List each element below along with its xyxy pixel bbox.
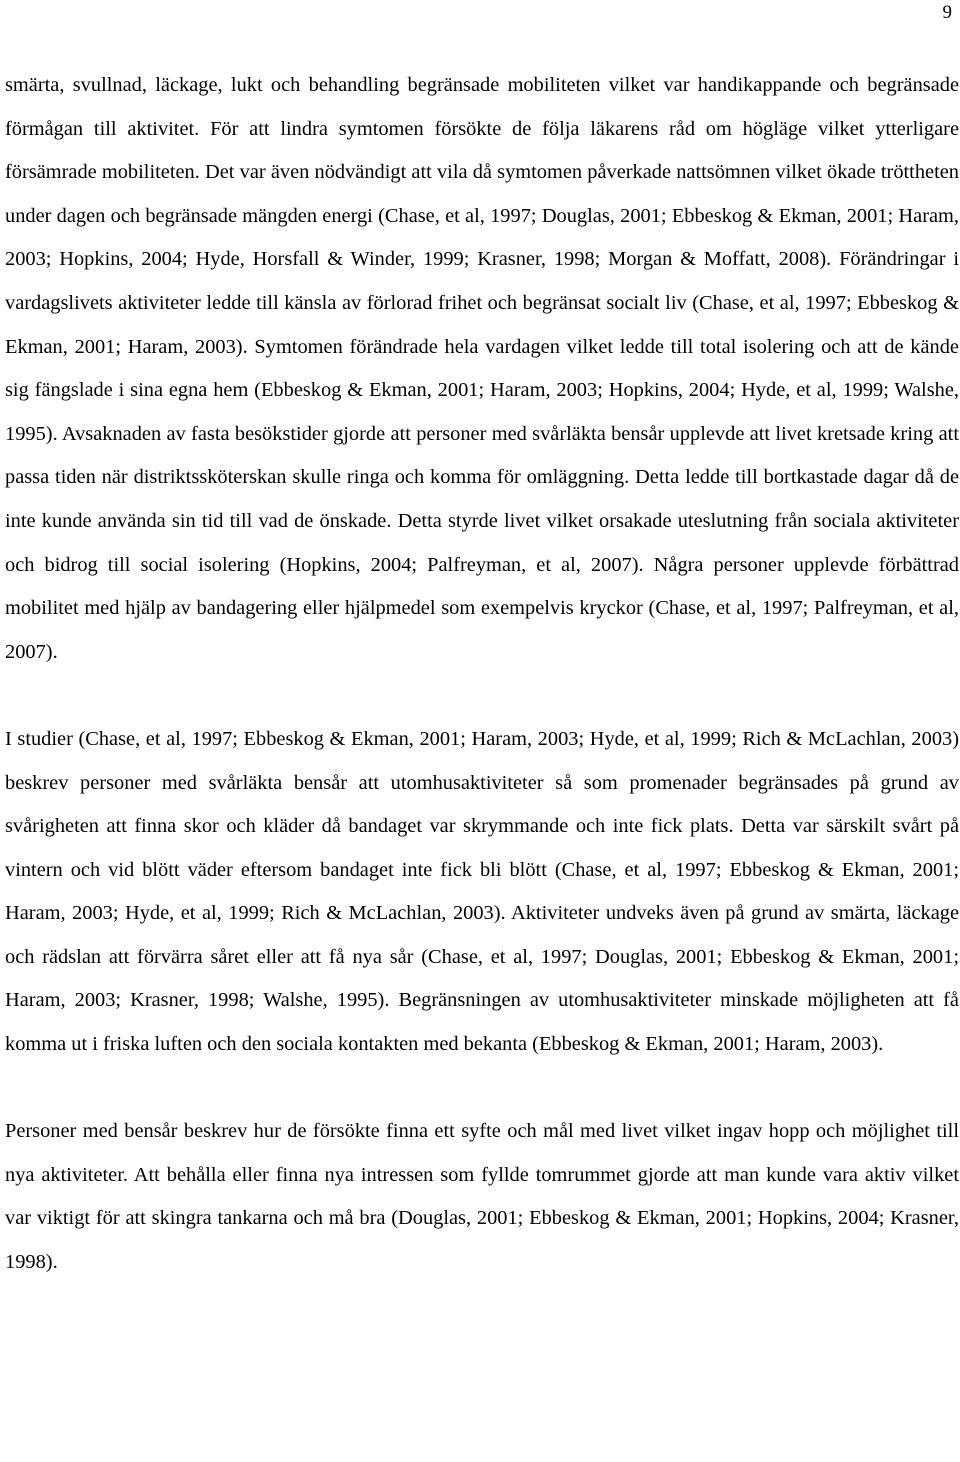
page-number: 9 (942, 2, 952, 23)
document-body (5, 64, 959, 1285)
paragraph-purpose-and-hope: Personer med bensår beskrev hur de försökte finna ett syfte och mål med livet vilket ingav hopp och möjlighet till nya aktiviteter. Att behålla eller finna nya intressen som fyllde tomrummet gjorde att man kunde vara aktiv vilket var viktigt för att skingra tankarna och må bra (Douglas, 2001; Ebbeskog & Ekman, 2001; Hopkins, 2004; Krasner, 1998). (5, 1120, 959, 1274)
paragraph-outdoor-activities: I studier (Chase, et al, 1997; Ebbeskog & Ekman, 2001; Haram, 2003; Hyde, et al, 1999; Rich & McLachlan, 2003) beskrev personer med svårläkta bensår att utomhusaktiviteter så som promenader begränsades på grund av svårigheten att finna skor och kläder då bandaget var skrymmande och inte fick plats. Detta var särskilt svårt på vintern och vid blött väder eftersom bandaget inte fick bli blött (Chase, et al, 1997; Ebbeskog & Ekman, 2001; Haram, 2003; Hyde, et al, 1999; Rich & McLachlan, 2003). Aktiviteter undveks även på grund av smärta, läckage och rädslan att förvärra såret eller att få nya sår (Chase, et al, 1997; Douglas, 2001; Ebbeskog & Ekman, 2001; Haram, 2003; Krasner, 1998; Walshe, 1995). Begränsningen av utomhusaktiviteter minskade möjligheten att få komma ut i friska luften och den sociala kontakten med bekanta (Ebbeskog & Ekman, 2001; Haram, 2003). (5, 727, 959, 1056)
paragraph-mobility: smärta, svullnad, läckage, lukt och behandling begränsade mobiliteten vilket var handikappande och begränsade förmågan till aktivitet. För att lindra symtomen försökte de följa läkarens råd om högläge vilket ytterligare försämrade mobiliteten. Det var även nödvändigt att vila då symtomen påverkade nattsömnen vilket ökade tröttheten under dagen och begränsade mängden energi (Chase, et al, 1997; Douglas, 2001; Ebbeskog & Ekman, 2001; Haram, 2003; Hopkins, 2004; Hyde, Horsfall & Winder, 1999; Krasner, 1998; Morgan & Moffatt, 2008). Förändringar i vardagslivets aktiviteter ledde till känsla av förlorad frihet och begränsat socialt liv (Chase, et al, 1997; Ebbeskog & Ekman, 2001; Haram, 2003). Symtomen förändrade hela vardagen vilket ledde till total isolering och att de kände sig fängslade i sina egna hem (Ebbeskog & Ekman, 2001; Haram, 2003; Hopkins, 2004; Hyde, et al, 1999; Walshe, 1995). Avsaknaden av fasta besökstider gjorde att personer med svårläkta bensår upplevde att livet kretsade kring att passa tiden när distriktssköterskan skulle ringa och komma för omläggning. Detta ledde till bortkastade dagar då de inte kunde använda sin tid till vad de önskade. Detta styrde livet vilket orsakade uteslutning från sociala aktiviteter och bidrog till social isolering (Hopkins, 2004; Palfreyman, et al, 2007). Några personer upplevde förbättrad mobilitet med hjälp av bandagering eller hjälpmedel som exempelvis kryckor (Chase, et al, 1997; Palfreyman, et al, 2007). (5, 74, 959, 663)
